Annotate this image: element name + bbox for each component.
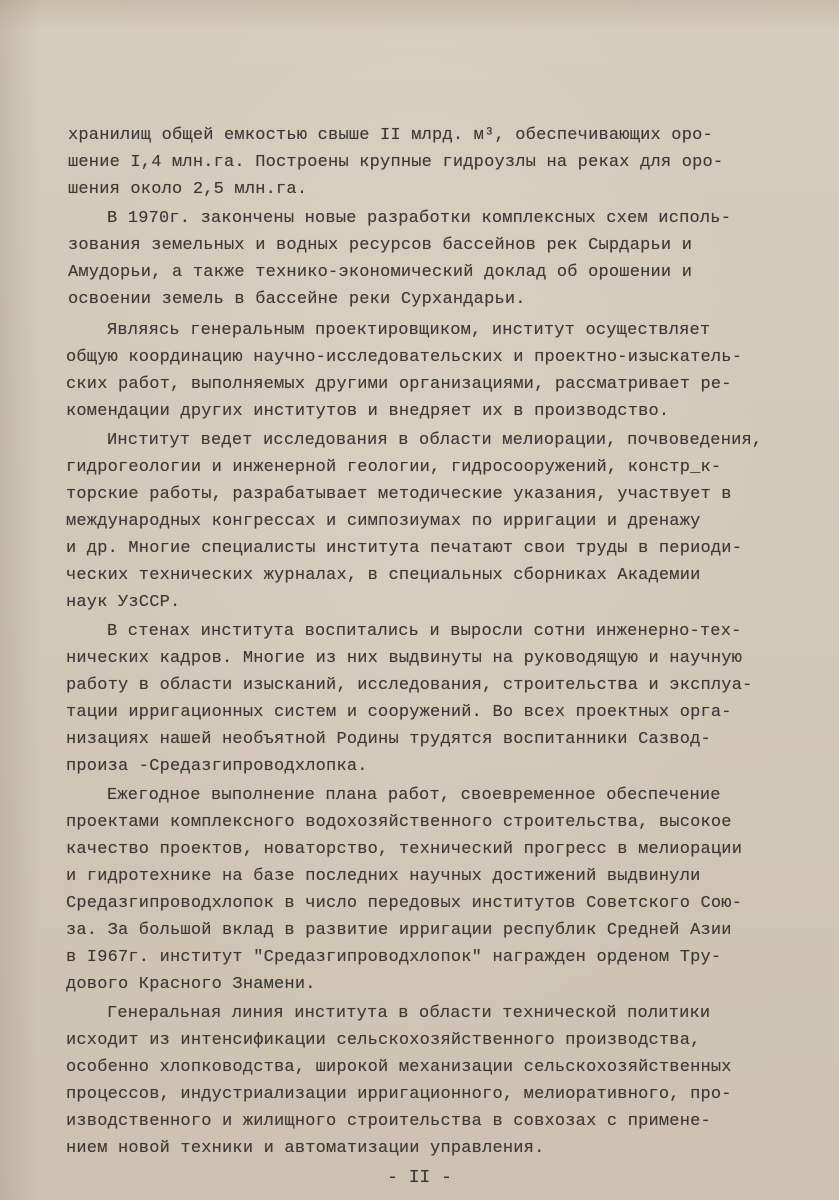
text-line-16: и др. Многие специалисты института печатают свои труды в периоди- — [66, 539, 743, 558]
text-line-22: тации ирригационных систем и сооружений. Во всех проектных орга- — [66, 703, 732, 722]
text-line-30: за. За большой вклад в развитие ирригации республик Средней Азии — [66, 921, 732, 940]
text-line-9: общую координацию научно-исследовательских и проектно-изыскатель- — [66, 348, 743, 367]
text-line-19: В стенах института воспитались и выросли сотни инженерно-тех- — [107, 622, 742, 641]
text-line-18: наук УзССР. — [66, 593, 181, 612]
text-line-12: Институт ведет исследования в области мелиорации, почвоведения, — [107, 431, 763, 450]
text-line-38: нием новой техники и автоматизации управления. — [66, 1139, 545, 1158]
text-line-28: и гидротехнике на базе последних научных достижений выдвинули — [66, 867, 701, 886]
text-line-29: Средазгипроводхлопок в число передовых институтов Советского Сою- — [66, 894, 743, 913]
text-line-4: В 1970г. закончены новые разработки комплексных схем исполь- — [107, 209, 732, 228]
text-line-34: исходит из интенсификации сельскохозяйственного производства, — [66, 1031, 701, 1050]
page-number: - II - — [387, 1168, 452, 1188]
text-line-24: произа -Средазгипроводхлопка. — [66, 757, 368, 776]
text-line-5: зования земельных и водных ресурсов бассейнов рек Сырдарьи и — [68, 236, 693, 255]
text-line-36: процессов, индустриализации ирригационного, мелиоративного, про- — [66, 1085, 732, 1104]
text-line-32: дового Красного Знамени. — [66, 975, 316, 994]
text-line-21: работу в области изысканий, исследования, строительства и эксплуа- — [66, 676, 753, 695]
text-line-33: Генеральная линия института в области технической политики — [107, 1004, 711, 1023]
text-line-20: нических кадров. Многие из них выдвинуты на руководящую и научную — [66, 649, 743, 668]
text-line-11: комендации других институтов и внедряет их в производство. — [66, 402, 670, 421]
text-line-27: качество проектов, новаторство, технический прогресс в мелиорации — [66, 840, 743, 859]
page-left-shadow — [0, 0, 40, 1200]
text-line-35: особенно хлопководства, широкой механизации сельскохозяйственных — [66, 1058, 732, 1077]
text-line-37: изводственного и жилищного строительства в совхозах с примене- — [66, 1112, 711, 1131]
text-line-2: шение I,4 млн.га. Построены крупные гидроузлы на реках для оро- — [68, 153, 724, 172]
text-line-25: Ежегодное выполнение плана работ, своевременное обеспечение — [107, 786, 721, 805]
text-line-13: гидрогеологии и инженерной геологии, гидросооружений, констр_к- — [66, 458, 722, 477]
text-line-15: международных конгрессах и симпозиумах по ирригации и дренажу — [66, 512, 701, 531]
text-line-1: хранилищ общей емкостью свыше II млрд. м³, обеспечивающих оро- — [68, 126, 713, 145]
text-line-23: низациях нашей необъятной Родины трудятся воспитанники Сазвод- — [66, 730, 711, 749]
text-line-8: Являясь генеральным проектировщиком, институт осуществляет — [107, 321, 711, 340]
text-line-14: торские работы, разрабатывает методические указания, участвует в — [66, 485, 732, 504]
text-line-26: проектами комплексного водохозяйственного строительства, высокое — [66, 813, 732, 832]
text-line-7: освоении земель в бассейне реки Сурхандарьи. — [68, 290, 526, 309]
text-line-31: в I967г. институт "Средазгипроводхлопок" награжден орденом Тру- — [66, 948, 722, 967]
page-top-edge — [0, 0, 839, 30]
text-line-6: Амудорьи, а также технико-экономический доклад об орошении и — [68, 263, 693, 282]
text-line-10: ских работ, выполняемых другими организациями, рассматривает ре- — [66, 375, 732, 394]
text-line-3: шения около 2,5 млн.га. — [68, 180, 308, 199]
text-line-17: ческих технических журналах, в специальных сборниках Академии — [66, 566, 701, 585]
